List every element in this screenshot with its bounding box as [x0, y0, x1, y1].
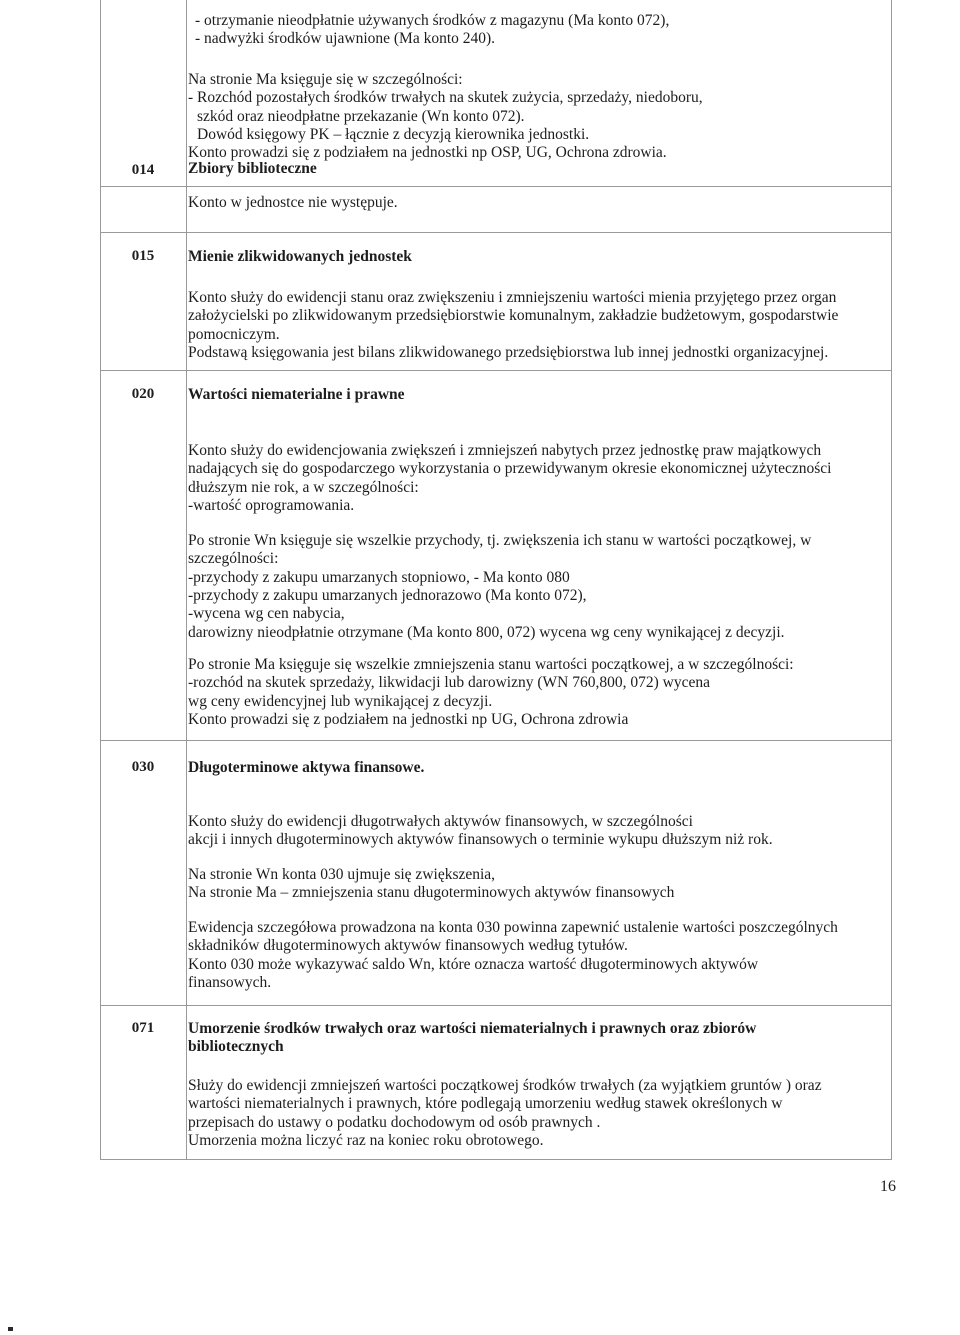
account-code: 030 — [131, 759, 155, 775]
text-line: Po stronie Wn księguje się wszelkie przychody, tj. zwiększenia ich stanu w wartości początkowej, w — [188, 532, 812, 550]
text-line: składników długoterminowych aktywów finansowych według tytułów. — [188, 937, 628, 955]
account-title: Mienie zlikwidowanych jednostek — [188, 248, 412, 265]
text-line: -wartość oprogramowania. — [188, 496, 355, 514]
table-divider — [100, 370, 892, 371]
table-bottom-border — [100, 1159, 892, 1160]
text-line: wg ceny ewidencyjnej lub wynikającej z decyzji. — [188, 692, 493, 710]
text-line: -rozchód na skutek sprzedaży, likwidacji lub darowizny (WN 760,800, 072) wycena — [188, 674, 710, 692]
text-line: Na stronie Ma – zmniejszenia stanu długoterminowych aktywów finansowych — [188, 883, 675, 901]
text-line: finansowych. — [188, 974, 272, 992]
text-line: Konto służy do ewidencji stanu oraz zwiększeniu i zmniejszeniu wartości mienia przyjętego przez organ — [188, 289, 837, 306]
account-content — [188, 386, 888, 729]
account-code: 020 — [131, 386, 155, 402]
table-column-divider — [186, 0, 187, 1160]
text-line: dłuższym nie rok, a w szczególności: — [188, 478, 419, 496]
text-line: szczególności: — [188, 550, 279, 568]
intro-list — [195, 12, 895, 49]
scan-artifact — [8, 1327, 13, 1331]
text-line: pomocniczym. — [188, 325, 280, 343]
text-line: Konto w jednostce nie występuje. — [188, 194, 398, 211]
text-line: Konto służy do ewidencjowania zwiększeń i zmniejszeń nabytych przez jednostkę praw majątkowych — [188, 442, 822, 459]
text-line: -wycena wg cen nabycia, — [188, 605, 345, 623]
account-code: 014 — [131, 162, 155, 178]
text-line: -przychody z zakupu umarzanych stopniowo, - Ma konto 080 — [188, 568, 570, 586]
text-line: nadających się do gospodarczego wykorzystania o przewidywanym okresie ekonomicznej użyteczności — [188, 460, 832, 478]
text-line: - nadwyżki środków ujawnione (Ma konto 240). — [195, 30, 496, 48]
text-line: Konto prowadzi się z podziałem na jednostki np UG, Ochrona zdrowia — [188, 710, 629, 728]
text-line: darowizny nieodpłatnie otrzymane (Ma konto 800, 072) wycena wg ceny wynikającej z decyzji. — [188, 623, 785, 641]
text-line: -przychody z zakupu umarzanych jednorazowo (Ma konto 072), — [188, 587, 587, 605]
credit-side-list — [188, 71, 888, 162]
table-divider — [100, 740, 892, 741]
text-line: akcji i innych długoterminowych aktywów finansowych o terminie wykupu dłuższym niż rok. — [188, 831, 773, 849]
text-line: przepisach do ustawy o podatku dochodowym od osób prawnych . — [188, 1113, 601, 1131]
text-line: wartości niematerialnych i prawnych, które podlegają umorzeniu według stawek określonych w — [188, 1095, 783, 1113]
text-line: Podstawą księgowania jest bilans zlikwidowanego przedsiębiorstwa lub innej jednostki organizacyjnej. — [188, 343, 829, 361]
account-content-body — [188, 1077, 888, 1150]
text-line: Na stronie Ma księguje się w szczególności: — [188, 71, 463, 88]
account-code: 015 — [131, 248, 155, 264]
page-number: 16 — [880, 1178, 896, 1195]
account-title: Zbiory biblioteczne — [188, 160, 317, 177]
text-line: Umorzenia można liczyć raz na koniec roku obrotowego. — [188, 1131, 544, 1149]
text-line: Konto prowadzi się z podziałem na jednostki np OSP, UG, Ochrona zdrowia. — [188, 144, 667, 162]
text-line: Ewidencja szczegółowa prowadzona na konta 030 powinna zapewnić ustalenie wartości poszczególnych — [188, 919, 838, 937]
text-line: Konto 030 może wykazywać saldo Wn, które oznacza wartość długoterminowych aktywów — [188, 955, 759, 973]
text-line: szkód oraz nieodpłatne przekazanie (Wn konto 072). — [197, 107, 525, 125]
text-line: Dowód księgowy PK – łącznie z decyzją kierownika jednostki. — [197, 125, 590, 143]
account-title: Długoterminowe aktywa finansowe. — [188, 759, 425, 776]
account-content — [188, 248, 888, 362]
table-divider — [100, 232, 892, 233]
account-title: Wartości niematerialne i prawne — [188, 386, 405, 403]
text-line: - otrzymanie nieodpłatnie używanych środków z magazynu (Ma konto 072), — [195, 12, 670, 29]
account-content — [188, 759, 888, 992]
text-line: Po stronie Ma księguje się wszelkie zmniejszenia stanu wartości początkowej, a w szczególności: — [188, 655, 794, 673]
account-content — [188, 1020, 828, 1056]
account-code: 071 — [131, 1020, 155, 1036]
account-content — [188, 160, 888, 212]
text-line: założycielski po zlikwidowanym przedsiębiorstwie komunalnym, zakładzie budżetowym, gospodarstwie — [188, 307, 839, 325]
table-right-border — [891, 0, 892, 1160]
text-line: Na stronie Wn konta 030 ujmuje się zwiększenia, — [188, 865, 496, 883]
text-line: Służy do ewidencji zmniejszeń wartości początkowej środków trwałych (za wyjątkiem gruntów ) oraz — [188, 1077, 822, 1094]
text-line: Konto służy do ewidencji długotrwałych aktywów finansowych, w szczególności — [188, 813, 693, 830]
table-divider — [100, 1005, 892, 1006]
account-title: Umorzenie środków trwałych oraz wartości niematerialnych i prawnych oraz zbiorów bibliotecznych — [188, 1020, 757, 1055]
text-line: - Rozchód pozostałych środków trwałych na skutek zużycia, sprzedaży, niedoboru, — [188, 89, 703, 107]
